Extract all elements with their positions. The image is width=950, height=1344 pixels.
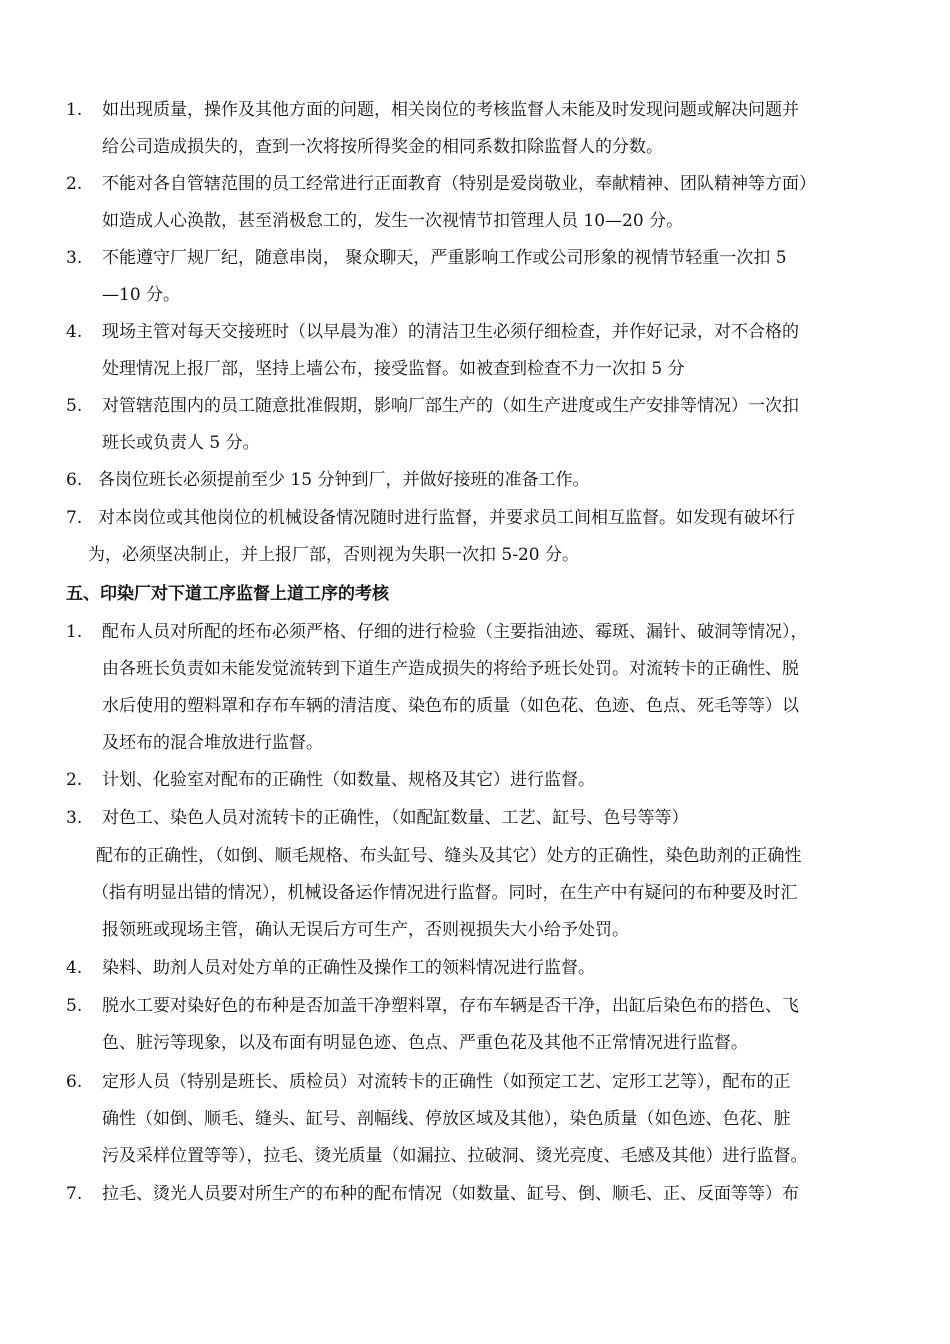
list-item-text: 为，必须坚决制止，并上报厂部，否则视为失职一次扣 5-20 分。 [88,545,579,565]
list-item-number: 1. [66,622,83,642]
list-item-text: —10 分。 [102,285,181,305]
list-item-number: 4. [66,958,83,978]
list-item-text: 计划、化验室对配布的正确性（如数量、规格及其它）进行监督。 [102,770,595,790]
list-item-text: 对管辖范围内的员工随意批准假期，影响厂部生产的（如生产进度或生产安排等情况）一次扣 [102,396,799,416]
list-item-text: 如出现质量，操作及其他方面的问题，相关岗位的考核监督人未能及时发现问题或解决问题并 [102,100,799,120]
list-item-text: 色、脏污等现象，以及布面有明显色迹、色点、严重色花及其他不正常情况进行监督。 [102,1033,748,1053]
list-item-text: 染料、助剂人员对处方单的正确性及操作工的领料情况进行监督。 [102,958,595,978]
list-item-text: 不能遵守厂规厂纪，随意串岗， 聚众聊天，严重影响工作或公司形象的视情节轻重一次扣 5 [102,248,787,268]
list-item-number: 5. [66,396,83,416]
list-item-text: 对本岗位或其他岗位的机械设备情况随时进行监督，并要求员工间相互监督。如发现有破坏行 [98,508,795,528]
list-item-text: 污及采样位置等等），拉毛、烫光质量（如漏拉、拉破洞、烫光亮度、毛感及其他）进行监督。 [102,1146,808,1166]
list-item-number: 3. [66,248,83,268]
list-item-text: 各岗位班长必须提前至少 15 分钟到厂，并做好接班的准备工作。 [98,470,590,490]
list-item-text: 配布的正确性，（如倒、顺毛规格、布头缸号、缝头及其它）处方的正确性，染色助剂的正确性 [96,846,802,866]
list-item-text: 由各班长负责如未能发觉流转到下道生产造成损失的将给予班长处罚。对流转卡的正确性、脱 [102,659,799,679]
list-item-number: 5. [66,996,83,1016]
list-item-number: 7. [66,1184,83,1204]
list-item-number: 2. [66,770,83,790]
list-item-text: （指有明显出错的情况），机械设备运作情况进行监督。同时，在生产中有疑问的布种要及时汇 [92,883,798,903]
list-item-text: 不能对各自管辖范围的员工经常进行正面教育（特别是爱岗敬业，奉献精神、团队精神等方面） [102,174,816,194]
list-item-text: 现场主管对每天交接班时（以早晨为准）的清洁卫生必须仔细检查，并作好记录，对不合格的 [102,322,799,342]
list-item-number: 7. [66,508,83,528]
list-item-text: 对色工、染色人员对流转卡的正确性，（如配缸数量、工艺、缸号、色号等等） [102,808,689,828]
list-item-number: 1. [66,100,83,120]
list-item-number: 4. [66,322,83,342]
list-item-text: 处理情况上报厂部，坚持上墙公布，接受监督。如被查到检查不力一次扣 5 分 [102,359,685,379]
list-item-text: 拉毛、烫光人员要对所生产的布种的配布情况（如数量、缸号、倒、顺毛、正、反面等等）布 [102,1184,799,1204]
list-item-text: 报领班或现场主管，确认无误后方可生产，否则视损失大小给予处罚。 [102,920,629,940]
list-item-number: 6. [66,470,83,490]
list-item-text: 确性（如倒、顺毛、缝头、缸号、剖幅线、停放区域及其他），染色质量（如色迹、色花、脏 [102,1109,791,1129]
list-item-text: 定形人员（特别是班长、质检员）对流转卡的正确性（如预定工艺、定形工艺等），配布的正 [102,1072,791,1092]
list-item-text: 班长或负责人 5 分。 [102,433,260,453]
section-heading: 五、印染厂对下道工序监督上道工序的考核 [66,584,389,604]
list-item-number: 6. [66,1072,83,1092]
list-item-number: 2. [66,174,83,194]
list-item-text: 配布人员对所配的坯布必须严格、仔细的进行检验（主要指油迹、霉斑、漏针、破洞等情况）， [102,622,808,642]
list-item-number: 3. [66,808,83,828]
list-item-text: 及坯布的混合堆放进行监督。 [102,733,323,753]
list-item-text: 水后使用的塑料罩和存布车辆的清洁度、染色布的质量（如色花、色迹、色点、死毛等等）以 [102,696,799,716]
list-item-text: 给公司造成损失的，查到一次将按所得奖金的相同系数扣除监督人的分数。 [102,137,663,157]
list-item-text: 脱水工要对染好色的布种是否加盖干净塑料罩，存布车辆是否干净，出缸后染色布的搭色、飞 [102,996,799,1016]
list-item-text: 如造成人心涣散，甚至消极怠工的，发生一次视情节扣管理人员 10—20 分。 [102,211,684,231]
